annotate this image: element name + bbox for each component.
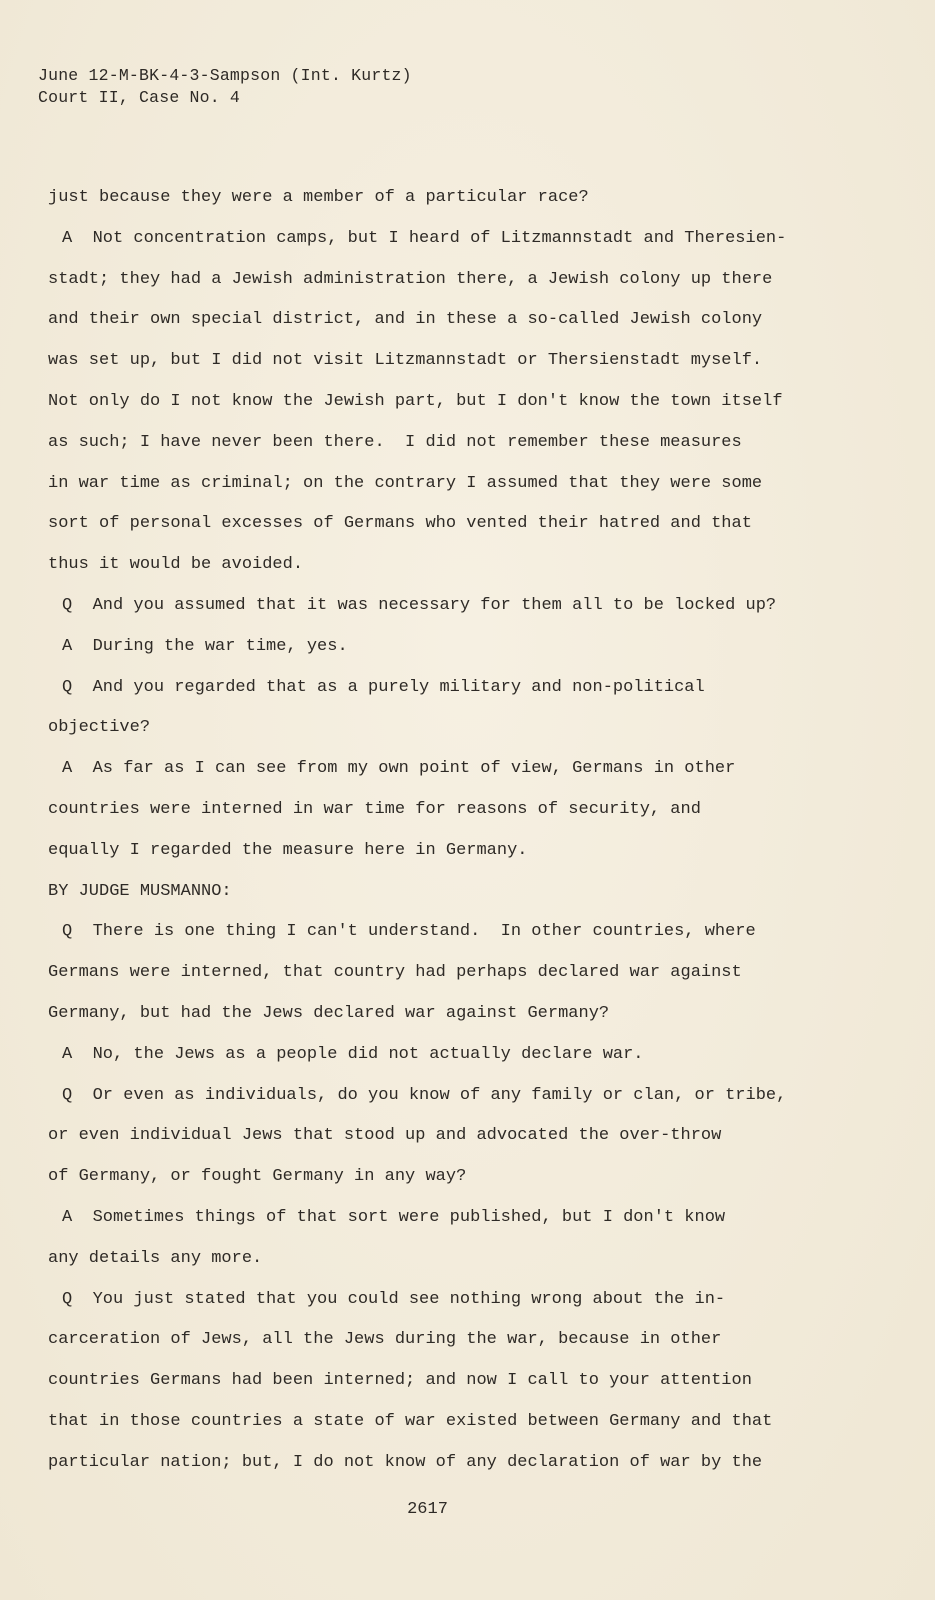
transcript-line: was set up, but I did not visit Litzmannstadt or Thersienstadt myself. [48,351,763,371]
page-number: 2617 [407,1500,448,1519]
transcript-line: just because they were a member of a particular race? [48,188,589,207]
transcript-line: A Sometimes things of that sort were published, but I don't know [62,1207,726,1227]
transcript-line: A During the war time, yes. [62,636,348,656]
transcript-line: A As far as I can see from my own point of view, Germans in other [62,759,736,779]
header-line-1: June 12-M-BK-4-3-Sampson (Int. Kurtz) [38,66,412,85]
transcript-line: sort of personal excesses of Germans who vented their hatred and that [48,514,752,534]
transcript-line: particular nation; but, I do not know of any declaration of war by the [48,1452,763,1472]
transcript-line: countries Germans had been interned; and now I call to your attention [48,1371,752,1391]
transcript-line: Q And you regarded that as a purely military and non-political [62,677,705,697]
transcript-body [48,184,908,1490]
transcript-line: or even individual Jews that stood up and advocated the over-throw [48,1126,722,1146]
transcript-line: A Not concentration camps, but I heard of Litzmannstadt and Theresien- [62,228,787,248]
transcript-line: any details any more. [48,1248,263,1268]
transcript-line: Germans were interned, that country had perhaps declared war against [48,963,742,983]
transcript-line: carceration of Jews, all the Jews during the war, because in other [48,1330,722,1350]
transcript-line: and their own special district, and in these a so-called Jewish colony [48,310,763,330]
transcript-line: Q You just stated that you could see nothing wrong about the in- [62,1289,726,1309]
transcript-line: of Germany, or fought Germany in any way? [48,1167,467,1187]
transcript-line: Germany, but had the Jews declared war against Germany? [48,1003,610,1023]
transcript-line: objective? [48,718,151,738]
transcript-line: thus it would be avoided. [48,555,304,575]
transcript-line: in war time as criminal; on the contrary I assumed that they were some [48,473,763,493]
transcript-line: Q Or even as individuals, do you know of any family or clan, or tribe, [62,1085,787,1105]
transcript-line: Not only do I not know the Jewish part, but I don't know the town itself [48,391,783,411]
header-line-2: Court II, Case No. 4 [38,88,241,107]
transcript-line: BY JUDGE MUSMANNO: [48,881,232,901]
transcript-line: Q And you assumed that it was necessary for them all to be locked up? [62,595,777,615]
transcript-line: countries were interned in war time for reasons of security, and [48,799,701,819]
transcript-line: equally I regarded the measure here in Germany. [48,840,528,860]
transcript-line: A No, the Jews as a people did not actually declare war. [62,1044,644,1064]
transcript-line: that in those countries a state of war existed between Germany and that [48,1411,773,1431]
transcript-line: Q There is one thing I can't understand. In other countries, where [62,922,756,942]
transcript-line: stadt; they had a Jewish administration there, a Jewish colony up there [48,269,773,289]
transcript-line: as such; I have never been there. I did not remember these measures [48,432,742,452]
